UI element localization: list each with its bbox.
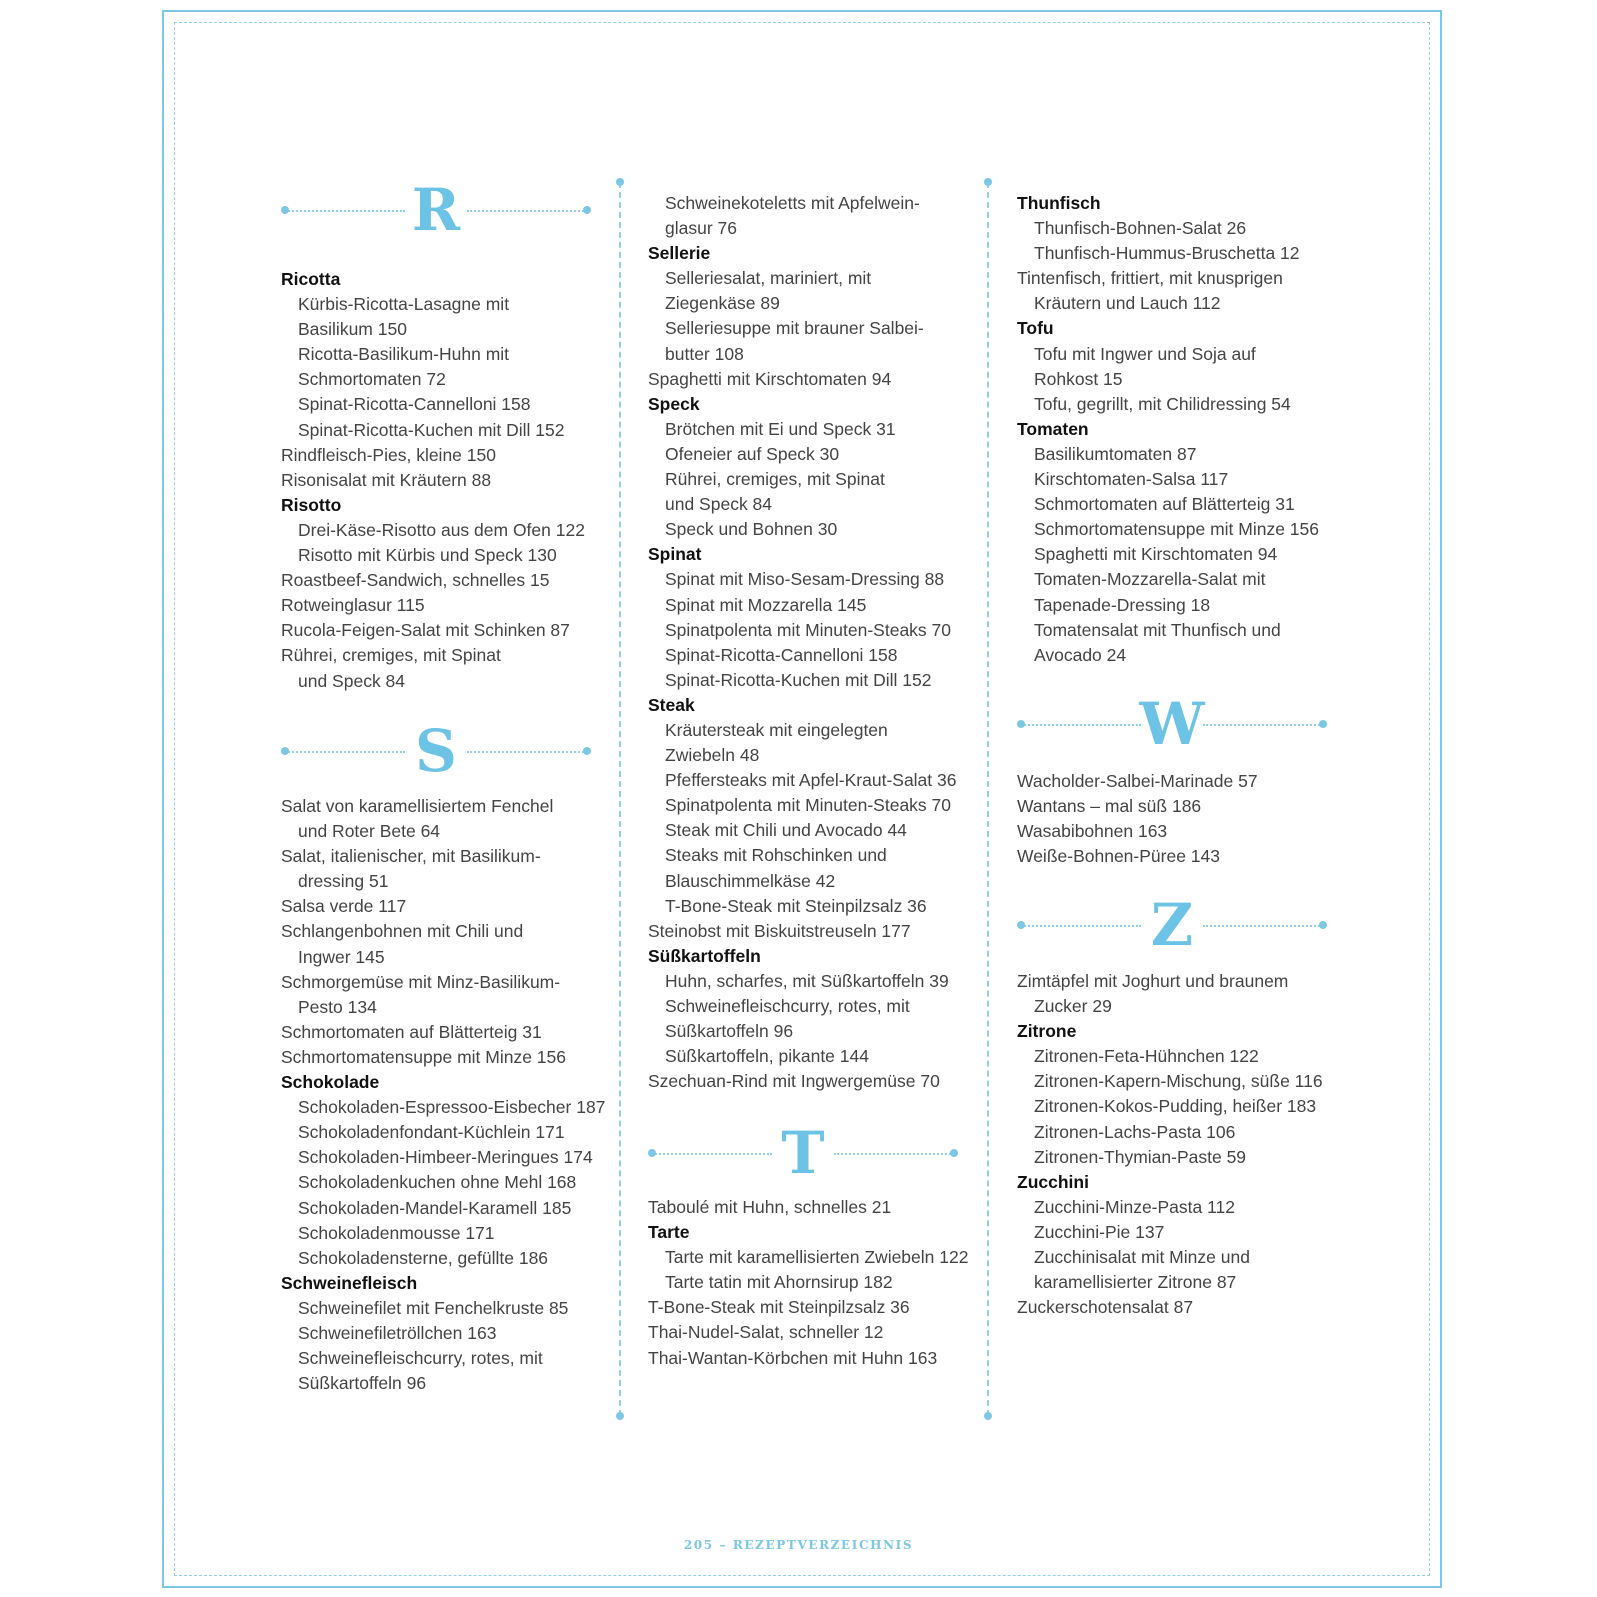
index-entry: Rucola-Feigen-Salat mit Schinken 87 [281,620,570,641]
index-entry: Schmortomaten auf Blätterteig 31 [281,1021,542,1042]
index-heading: Sellerie [648,243,711,264]
index-heading: Schweinefleisch [281,1272,418,1293]
index-entry: Zucker 29 [1034,996,1112,1017]
index-entry: Spinat-Ricotta-Cannelloni 158 [298,394,531,415]
index-entry: Szechuan-Rind mit Ingwergemüse 70 [648,1071,940,1092]
index-entry: Wasabibohnen 163 [1017,821,1168,842]
letter-heading-z [1017,891,1327,961]
index-entry: Tofu mit Ingwer und Soja auf [1034,343,1256,364]
index-entry: und Speck 84 [298,670,406,691]
index-entry: Zitronen-Lachs-Pasta 106 [1034,1121,1236,1142]
index-entry: Schweinefiletröllchen 163 [298,1322,497,1343]
index-entry: Pesto 134 [298,996,377,1017]
section-t-continued-entries [1017,191,1357,668]
index-entry: Zimtäpfel mit Joghurt und braunem [1017,971,1289,991]
index-entry: Ricotta-Basilikum-Huhn mit [298,344,510,365]
index-entry: Schlangenbohnen mit Chili und [281,921,524,942]
index-entry: Kürbis-Ricotta-Lasagne mit [298,294,510,315]
section-w-entries [1017,769,1357,869]
index-entry: Schokoladenkuchen ohne Mehl 168 [298,1172,577,1193]
index-entry: und Speck 84 [665,494,773,515]
index-entry: Tarte mit karamellisierten Zwiebeln 122 [665,1247,969,1268]
index-heading: Tofu [1017,318,1054,339]
section-z-entries [1017,969,1357,1320]
index-entry: Spinatpolenta mit Minuten-Steaks 70 [665,795,951,816]
index-entry: Steaks mit Rohschinken und [665,845,887,866]
index-entry: Schokoladensterne, gefüllte 186 [298,1247,549,1268]
index-heading: Speck [648,393,700,414]
index-entry: Schokoladen-Espressoo-Eisbecher 187 [298,1097,606,1118]
letter-heading-t [648,1119,958,1189]
index-heading: Süßkartoffeln [648,945,761,966]
index-entry: Steak mit Chili und Avocado 44 [665,820,907,841]
page-footer: 205 – REZEPTVERZEICHNIS [683,1538,914,1552]
index-entry: dressing 51 [298,871,389,892]
index-entry: Roastbeef-Sandwich, schnelles 15 [281,570,550,591]
index-entry: Schweinefleischcurry, rotes, mit [665,996,910,1016]
index-entry: Thunfisch-Hummus-Bruschetta 12 [1034,243,1300,264]
index-entry: Zucchini-Pie 137 [1034,1221,1165,1242]
index-entry: Rührei, cremiges, mit Spinat [665,469,885,490]
index-entry: Schweinekoteletts mit Apfelwein- [665,193,920,213]
index-entry: Rührei, cremiges, mit Spinat [281,645,501,666]
index-entry: T-Bone-Steak mit Steinpilzsalz 36 [648,1297,910,1318]
index-entry: Süßkartoffeln, pikante 144 [665,1046,869,1067]
index-entry: Ingwer 145 [298,946,385,967]
index-entry: Tintenfisch, frittiert, mit knusprigen [1017,268,1283,289]
index-heading: Spinat [648,544,702,565]
index-entry: Salsa verde 117 [281,896,407,917]
index-entry: Speck und Bohnen 30 [665,519,838,540]
index-entry: Zucchini-Minze-Pasta 112 [1034,1196,1236,1217]
index-entry: Spaghetti mit Kirschtomaten 94 [648,368,892,389]
index-entry: karamellisierter Zitrone 87 [1034,1272,1237,1293]
index-entry: Schokoladen-Himbeer-Meringues 174 [298,1147,593,1168]
letter-heading-w [1017,690,1327,760]
index-entry: Zitronen-Kapern-Mischung, süße 116 [1034,1071,1323,1092]
index-entry: Basilikum 150 [298,319,407,340]
index-entry: T-Bone-Steak mit Steinpilzsalz 36 [665,895,927,916]
index-entry: Tapenade-Dressing 18 [1034,594,1211,615]
index-entry: Schmortomatensuppe mit Minze 156 [1034,519,1319,540]
index-entry: Kräutern und Lauch 112 [1034,293,1221,314]
index-entry: Steinobst mit Biskuitstreuseln 177 [648,920,911,941]
section-letter: T [781,1119,825,1187]
index-heading: Tomaten [1017,418,1089,439]
index-heading: Zucchini [1017,1171,1089,1192]
section-letter: W [1139,690,1205,758]
index-entry: Spinat mit Mozzarella 145 [665,594,867,615]
index-entry: Risonisalat mit Kräutern 88 [281,469,492,490]
index-entry: Zwiebeln 48 [665,745,760,766]
section-letter: S [415,717,457,785]
index-entry: Tofu, gegrillt, mit Chilidressing 54 [1034,393,1291,414]
index-entry: Spinat-Ricotta-Kuchen mit Dill 152 [298,419,565,440]
index-entry: Basilikumtomaten 87 [1034,443,1197,464]
section-letter: Z [1150,891,1194,959]
index-entry: Rotweinglasur 115 [281,595,425,616]
index-entry: Spinat-Ricotta-Cannelloni 158 [665,644,898,665]
index-entry: Schmortomaten 72 [298,369,446,390]
index-entry: Zitronen-Kokos-Pudding, heißer 183 [1034,1096,1317,1117]
index-entry: Salat, italienischer, mit Basilikum- [281,846,541,867]
index-entry: Süßkartoffeln 96 [298,1373,427,1394]
index-entry: Schmortomatensuppe mit Minze 156 [281,1046,566,1067]
index-entry: Drei-Käse-Risotto aus dem Ofen 122 [298,519,585,540]
index-entry: Ziegenkäse 89 [665,293,780,314]
index-entry: und Roter Bete 64 [298,821,441,842]
index-entry: Schmorgemüse mit Minz-Basilikum- [281,971,561,992]
index-heading: Schokolade [281,1072,380,1093]
index-entry: Thunfisch-Bohnen-Salat 26 [1034,218,1247,239]
index-entry: Zuckerschotensalat 87 [1017,1297,1194,1318]
index-entry: Weiße-Bohnen-Püree 143 [1017,846,1220,867]
index-entry: Rindfleisch-Pies, kleine 150 [281,444,496,465]
index-entry: Tarte tatin mit Ahornsirup 182 [665,1272,893,1293]
index-entry: Taboulé mit Huhn, schnelles 21 [648,1197,892,1217]
index-entry: Ofeneier auf Speck 30 [665,443,840,464]
index-entry: Wacholder-Salbei-Marinade 57 [1017,771,1258,791]
index-heading: Thunfisch [1017,193,1101,213]
index-entry: Schweinefleischcurry, rotes, mit [298,1348,543,1369]
index-entry: Schmortomaten auf Blätterteig 31 [1034,494,1295,515]
index-entry: Spinatpolenta mit Minuten-Steaks 70 [665,619,951,640]
index-entry: glasur 76 [665,218,737,239]
index-entry: Tomatensalat mit Thunfisch und [1034,619,1281,640]
index-entry: Spaghetti mit Kirschtomaten 94 [1034,544,1278,565]
index-entry: Schweinefilet mit Fenchelkruste 85 [298,1297,569,1318]
index-entry: Pfeffersteaks mit Apfel-Kraut-Salat 36 [665,770,957,791]
index-entry: Spinat mit Miso-Sesam-Dressing 88 [665,569,945,590]
letter-heading-r [281,176,591,246]
index-entry: Risotto mit Kürbis und Speck 130 [298,545,557,566]
index-heading: Zitrone [1017,1021,1077,1042]
index-entry: Schokoladen-Mandel-Karamell 185 [298,1197,572,1218]
index-entry: Zitronen-Feta-Hühnchen 122 [1034,1046,1259,1067]
section-s-entries [281,794,621,1396]
index-entry: Tomaten-Mozzarella-Salat mit [1034,569,1266,590]
index-entry: Spinat-Ricotta-Kuchen mit Dill 152 [665,669,932,690]
index-entry: Schokoladenfondant-Küchlein 171 [298,1122,565,1143]
section-letter: R [411,176,461,244]
index-entry: Rohkost 15 [1034,368,1123,389]
index-entry: Brötchen mit Ei und Speck 31 [665,418,896,439]
section-t-entries [648,1195,988,1371]
index-entry: Süßkartoffeln 96 [665,1021,794,1042]
index-entry: Schokoladenmousse 171 [298,1222,495,1243]
index-entry: Kräutersteak mit eingelegten [665,719,888,740]
index-entry: Thai-Nudel-Salat, schneller 12 [648,1322,884,1343]
section-r-entries [281,267,621,694]
index-heading: Tarte [648,1222,690,1243]
index-entry: Thai-Wantan-Körbchen mit Huhn 163 [648,1347,938,1368]
section-s-continued-entries [648,191,988,1094]
index-entry: Zitronen-Thymian-Paste 59 [1034,1146,1247,1167]
index-heading: Steak [648,694,695,715]
index-heading: Risotto [281,494,342,515]
index-entry: Salat von karamellisiertem Fenchel [281,796,554,816]
index-entry: Avocado 24 [1034,644,1127,665]
index-entry: Kirschtomaten-Salsa 117 [1034,469,1229,490]
index-entry: Huhn, scharfes, mit Süßkartoffeln 39 [665,970,949,991]
index-entry: Blauschimmelkäse 42 [665,870,836,891]
index-entry: Wantans – mal süß 186 [1017,796,1202,817]
index-entry: Selleriesalat, mariniert, mit [665,268,872,289]
letter-heading-s [281,717,591,787]
index-entry: Selleriesuppe mit brauner Salbei- [665,318,924,339]
index-entry: butter 108 [665,343,744,364]
index-entry: Zucchinisalat mit Minze und [1034,1247,1250,1268]
index-heading: Ricotta [281,269,341,289]
